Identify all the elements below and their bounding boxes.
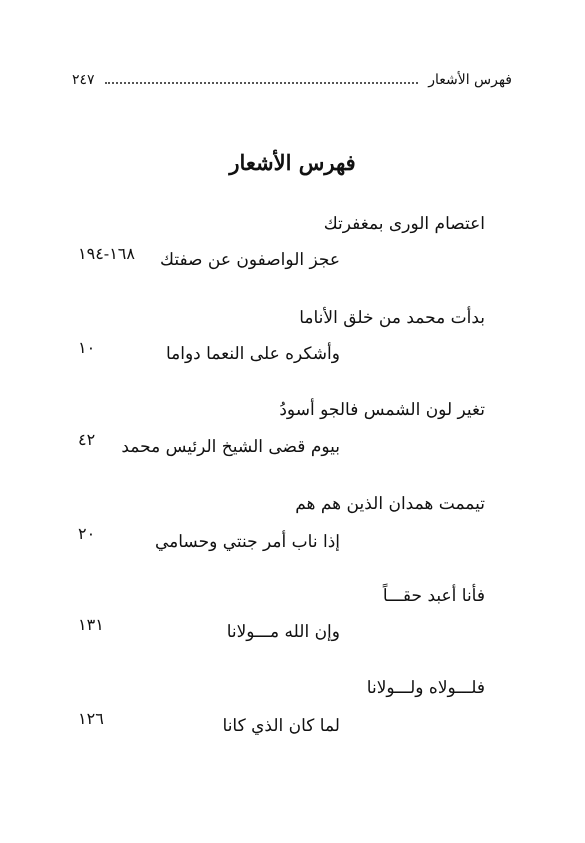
- verse-first-hemistich: فأنا أعبد حقـــاً: [382, 586, 485, 606]
- verse-first-hemistich: تيممت همدان الذين هم هم: [295, 494, 485, 514]
- dot-leader: [105, 82, 419, 84]
- page-reference: ١٣١: [78, 615, 104, 634]
- page-reference: ١٠: [78, 338, 96, 357]
- page-reference: ١٦٨-١٩٤: [78, 244, 135, 263]
- page-title: فهرس الأشعار: [229, 150, 356, 175]
- verse-first-hemistich: فلـــولاه ولـــولانا: [366, 678, 485, 698]
- verse-second-hemistich: عجز الواصفون عن صفتك: [160, 250, 340, 270]
- verse-first-hemistich: اعتصام الورى بمغفرتك: [323, 214, 485, 234]
- page-reference: ٢٠: [78, 524, 96, 543]
- page-reference: ٤٢: [78, 430, 96, 449]
- running-title: فهرس الأشعار: [428, 72, 512, 88]
- verse-second-hemistich: إذا ناب أمر جنتي وحسامي: [154, 532, 340, 552]
- verse-second-hemistich: وإن الله مـــولانا: [226, 622, 340, 642]
- page-reference: ١٢٦: [78, 709, 104, 728]
- verse-first-hemistich: تغير لون الشمس فالجو أسودُ: [279, 400, 485, 420]
- verse-second-hemistich: وأشكره على النعما دواما: [165, 344, 340, 364]
- page-number: ٢٤٧: [72, 72, 95, 88]
- verse-second-hemistich: بيوم قضى الشيخ الرئيس محمد: [121, 437, 340, 457]
- verse-first-hemistich: بدأت محمد من خلق الأناما: [299, 308, 485, 328]
- verse-second-hemistich: لما كان الذي كانا: [222, 716, 340, 736]
- running-header: [72, 68, 512, 92]
